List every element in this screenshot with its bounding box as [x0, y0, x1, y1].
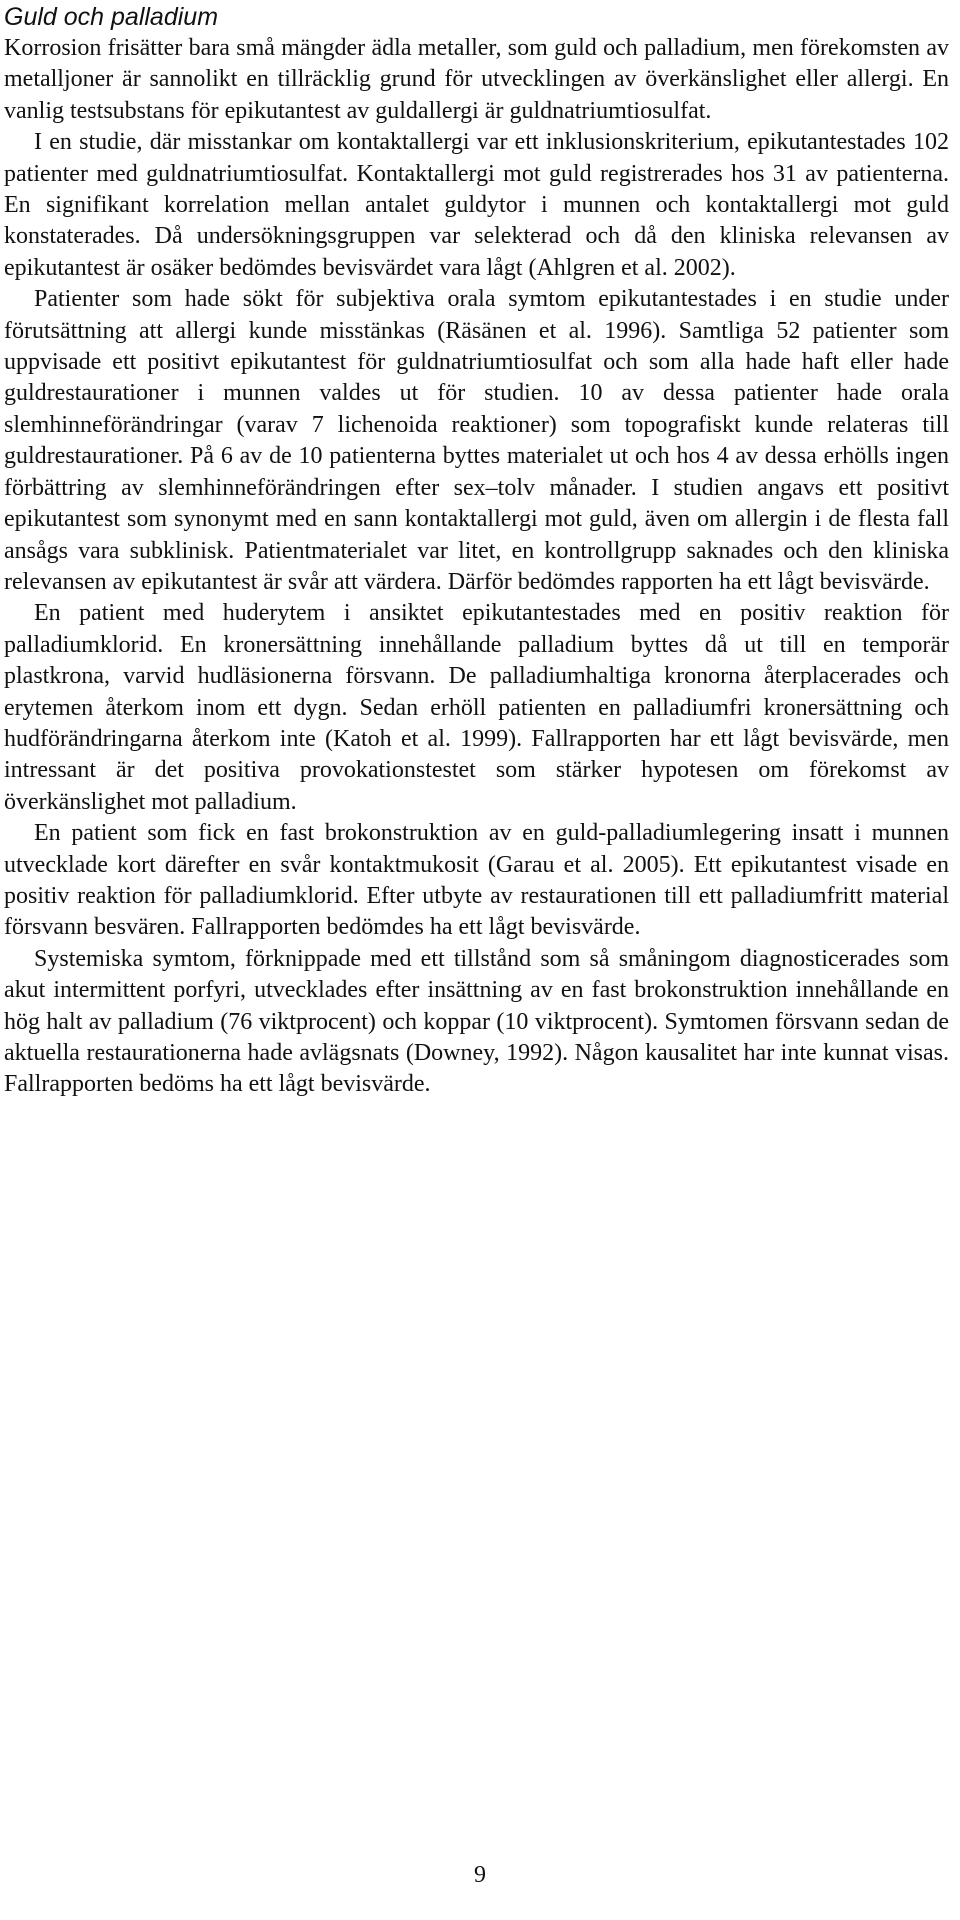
paragraph-study-ahlgren: I en studie, där misstankar om kontaktallergi var ett inklusionskriterium, epikutantestades 102 patienter med guldnatriumtiosulfat. Kontaktallergi mot guld registrerades hos 31 av patienterna. En signifikant korrelation mellan antalet guldytor i munnen och kontaktallergi mot guld konstaterades. Då undersökningsgruppen var selekterad och då den kliniska relevansen av epikutantest är osäker bedömdes bevisvärdet vara lågt (Ahlgren et al. 2002). — [4, 129, 949, 281]
paragraph-case-katoh: En patient med huderytem i ansiktet epikutantestades med en positiv reaktion för palladiumklorid. En kronersättning innehållande palladium byttes då ut till en temporär plastkrona, varvid hudläsionerna försvann. De palladiumhaltiga kronorna återplacerades och erytemen återkom inom ett dygn. Sedan erhöll patienten en palladiumfri kronersättning och hudförändringarna återkom inte (Katoh et al. 1999). Fallrapporten har ett lågt bevisvärde, men intressant är det positiva provokationstestet som stärker hypotesen om förekomst av överkänslighet mot palladium. — [4, 600, 949, 815]
paragraph-case-downey: Systemiska symtom, förknippade med ett tillstånd som så småningom diagnosticerades som akut intermittent porfyri, utvecklades efter insättning av en fast brokonstruktion innehållande en hög halt av palladium (76 viktprocent) och koppar (10 viktprocent). Symtomen försvann sedan de aktuella restaurationerna hade avlägsnats (Downey, 1992). Någon kausalitet har inte kunnat visas. Fallrapporten bedöms ha ett lågt bevisvärde. — [4, 945, 949, 1098]
paragraph-corrosion: Korrosion frisätter bara små mängder ädla metaller, som guld och palladium, men förekomsten av metalljoner är sannolikt en tillräcklig grund för utvecklingen av överkänslighet eller allergi. En vanlig testsubstans för epikutantest av guldallergi är guldnatriumtiosulfat. — [4, 35, 949, 124]
body-text — [4, 33, 949, 1101]
paragraph-study-rasanen: Patienter som hade sökt för subjektiva orala symtom epikutantestades i en studie under förutsättning att allergi kunde misstänkas (Räsänen et al. 1996). Samtliga 52 patienter som uppvisade ett positivt epikutantest för guldnatriumtiosulfat och som alla hade haft eller hade guldrestaurationer i munnen valdes ut för studien. 10 av dessa patienter hade orala slemhinneförändringar (varav 7 lichenoida reaktioner) som topografiskt kunde relateras till guldrestaurationer. På 6 av de 10 patienterna byttes materialet ut och hos 4 av dessa erhölls ingen förbättring av slemhinneförändringen efter sex–tolv månader. I studien angavs ett positivt epikutantest som synonymt med en sann kontaktallergi mot guld, även om allergin i de flesta fall ansågs vara subklinisk. Patientmaterialet var litet, en kontrollgrupp saknades och den kliniska relevansen av epikutantest är svår att värdera. Därför bedömdes rapporten ha ett lågt bevisvärde. — [4, 286, 949, 595]
paragraph-case-garau: En patient som fick en fast brokonstruktion av en guld-palladiumlegering insatt i munnen utvecklade kort därefter en svår kontaktmukosit (Garau et al. 2005). Ett epikutantest visade en positiv reaktion för palladiumklorid. Efter utbyte av restaurationen till ett palladiumfritt material försvann besvären. Fallrapporten bedömdes ha ett lågt bevisvärde. — [4, 820, 949, 941]
section-heading: Guld och palladium — [4, 3, 219, 31]
page-number: 9 — [474, 1862, 486, 1888]
